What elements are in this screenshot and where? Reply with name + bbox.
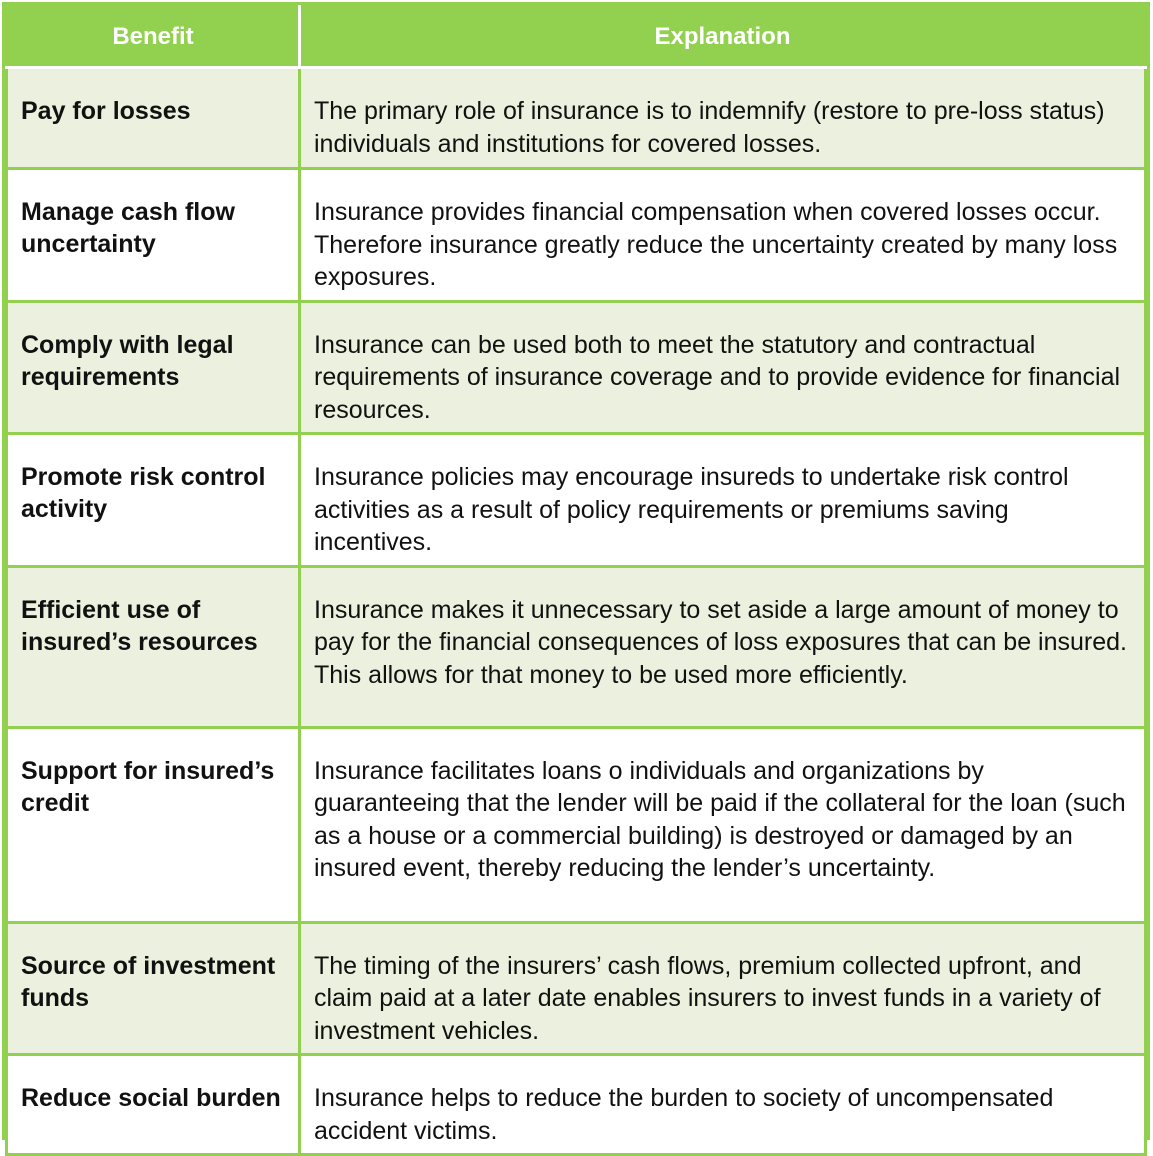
- benefit-cell: Comply with legal requirements: [7, 301, 300, 434]
- table-row: [7, 301, 1146, 434]
- benefits-table-container: [2, 2, 1150, 1145]
- table-row: [7, 169, 1146, 302]
- table-row: [7, 68, 1146, 169]
- header-benefit: Benefit: [7, 7, 300, 68]
- explanation-cell: Insurance policies may encourage insureds to undertake risk control activities as a result of policy requirements or premiums saving incentives.: [300, 434, 1146, 567]
- explanation-cell: Insurance can be used both to meet the statutory and contractual requirements of insurance coverage and to provide evidence for financial resources.: [300, 301, 1146, 434]
- explanation-cell: Insurance provides financial compensation when covered losses occur. Therefore insurance greatly reduce the uncertainty created by many loss exposures.: [300, 169, 1146, 302]
- benefit-cell: Efficient use of insured’s resources: [7, 566, 300, 727]
- header-row: [7, 7, 1146, 68]
- explanation-cell: Insurance makes it unnecessary to set aside a large amount of money to pay for the financial consequences of loss exposures that can be insured. This allows for that money to be used more efficiently.: [300, 566, 1146, 727]
- explanation-cell: The primary role of insurance is to indemnify (restore to pre-loss status) individuals and institutions for covered losses.: [300, 68, 1146, 169]
- benefits-table: [5, 5, 1147, 1156]
- explanation-cell: Insurance helps to reduce the burden to society of uncompensated accident victims.: [300, 1055, 1146, 1155]
- table-row: [7, 434, 1146, 567]
- benefit-cell: Support for insured’s credit: [7, 727, 300, 922]
- table-row: [7, 922, 1146, 1055]
- benefit-cell: Manage cash flow uncertainty: [7, 169, 300, 302]
- benefit-cell: Pay for losses: [7, 68, 300, 169]
- benefit-cell: Reduce social burden: [7, 1055, 300, 1155]
- benefit-cell: Promote risk control activity: [7, 434, 300, 567]
- explanation-cell: The timing of the insurers’ cash flows, premium collected upfront, and claim paid at a later date enables insurers to invest funds in a variety of investment vehicles.: [300, 922, 1146, 1055]
- header-explanation: Explanation: [300, 7, 1146, 68]
- table-row: [7, 1055, 1146, 1155]
- benefit-cell: Source of investment funds: [7, 922, 300, 1055]
- table-row: [7, 727, 1146, 922]
- explanation-cell: Insurance facilitates loans o individuals and organizations by guaranteeing that the lender will be paid if the collateral for the loan (such as a house or a commercial building) is destroyed or damaged by an insured event, thereby reducing the lender’s uncertainty.: [300, 727, 1146, 922]
- table-row: [7, 566, 1146, 727]
